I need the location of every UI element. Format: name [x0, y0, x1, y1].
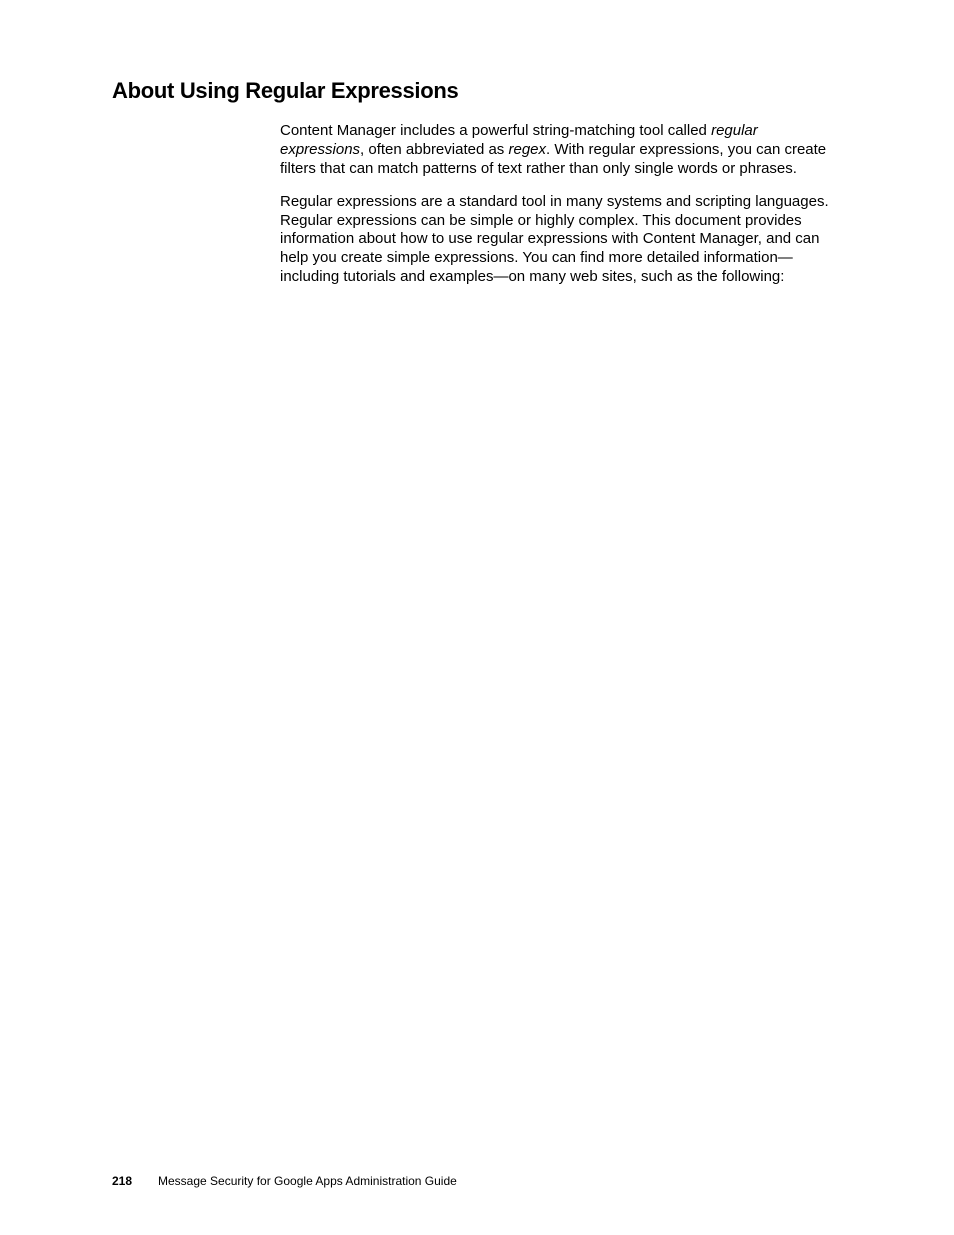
italic-term-regular-expressions: regular expressions [280, 122, 758, 158]
page-number: 218 [112, 1174, 133, 1188]
text-segment: . With regular expressions, you can create filters that can match patterns of text rather than only single words or phrases. [280, 140, 827, 177]
section-heading: About Using Regular Expressions [112, 78, 459, 103]
text-segment: , often abbreviated as [360, 140, 509, 158]
text-segment: Regular expressions are a standard tool in many systems and scripting languages. Regular expressions can be simple or highly complex. This document provides information about how to use regular expressions with Content Manager, and can help you create simple expressions. You can find more detailed information—including tutorials and examples—on many web sites, such as the following: [280, 192, 829, 286]
text-segment: Content Manager includes a powerful string-matching tool called [280, 122, 712, 139]
guide-title: Message Security for Google Apps Administration Guide [158, 1174, 457, 1188]
paragraph-1 [280, 122, 842, 178]
body-text [280, 122, 842, 301]
italic-term-regex: regex [508, 140, 547, 158]
page-footer [112, 1173, 457, 1189]
paragraph-2 [280, 193, 842, 287]
